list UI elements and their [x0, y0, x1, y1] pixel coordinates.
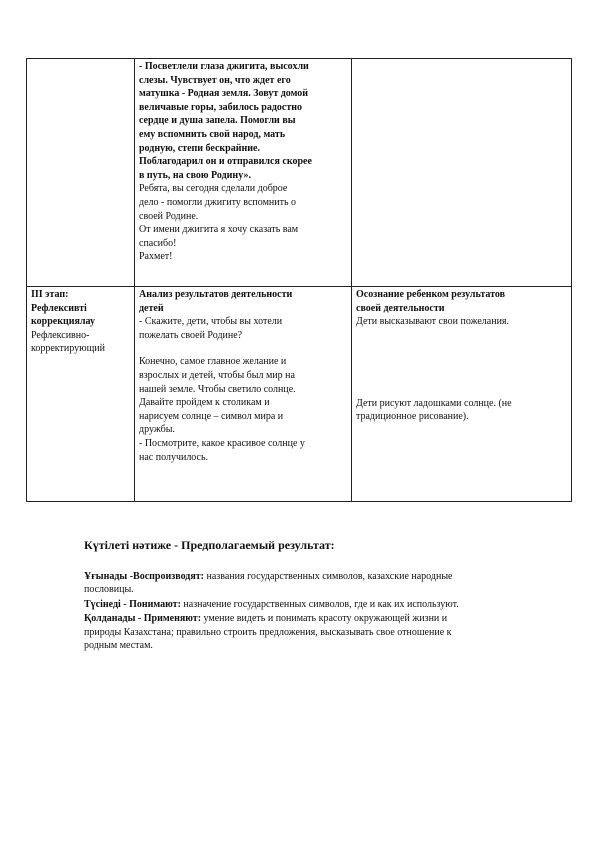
cell-line: детей [139, 302, 164, 314]
result-line [84, 598, 534, 611]
cell-line: Ребята, вы сегодня сделали доброе [139, 183, 288, 195]
cell-line: дело - помогли джигиту вспомнить о [139, 196, 297, 208]
cell-line: слезы. Чувствует он, что ждет его [139, 74, 291, 86]
stage-cell [27, 287, 135, 502]
cell-line: Рефлексивно- [31, 329, 90, 341]
result-term: Түсінеді - Понимают: [84, 598, 181, 610]
cell-line: корректирующий [31, 343, 105, 355]
cell-line: своей Родине. [139, 210, 199, 222]
cell-line: - Посмотрите, какое красивое солнце у [139, 437, 305, 449]
expected-result-item [84, 570, 534, 597]
result-text: умение видеть и понимать красоту окружающей жизни и [201, 613, 448, 625]
cell-line: сердце и душа запела. Помогли вы [139, 115, 296, 127]
table-row [27, 59, 572, 287]
result-text: пословицы. [84, 584, 134, 596]
cell-line: матушка - Родная земля. Зовут домой [139, 88, 309, 100]
cell-line: величавые горы, забилось радостно [139, 101, 303, 113]
cell-line: спасибо! [139, 237, 177, 249]
cell-line: Дети высказывают свои пожелания. [356, 316, 510, 328]
result-line [84, 583, 534, 596]
cell-line: - Скажите, дети, чтобы вы хотели [139, 316, 283, 328]
teacher-activity-cell [135, 287, 352, 502]
cell-line: От имени джигита я хочу сказать вам [139, 224, 299, 236]
result-text: назначение государственных символов, где и как их используют. [180, 598, 459, 610]
cell-line: взрослых и детей, чтобы был мир на [139, 369, 295, 381]
cell-line: нашей земле. Чтобы светило солнце. [139, 383, 296, 395]
expected-result-item [84, 612, 534, 652]
teacher-activity-cell [135, 59, 352, 287]
cell-line: Конечно, самое главное желание и [139, 356, 287, 368]
cell-line: Рефлексивті [31, 302, 87, 314]
cell-line: Анализ результатов деятельности [139, 289, 293, 300]
child-activity-cell [352, 287, 572, 502]
result-line [84, 639, 534, 652]
cell-line: своей деятельности [356, 302, 445, 314]
cell-line: в путь, на свою Родину». [139, 169, 251, 181]
cell-line: ему вспомнить свой народ, мать [139, 128, 286, 140]
child-activity-cell [352, 59, 572, 287]
cell-line: III этап: [31, 289, 69, 300]
expected-result-item [84, 598, 534, 611]
cell-line: коррекциялау [31, 316, 95, 328]
result-line [84, 612, 534, 625]
cell-line: родную, степи бескрайние. [139, 142, 260, 154]
result-text: природы Казахстана; правильно строить предложения, высказывать свое отношение к [84, 626, 452, 638]
cell-line: Осознание ребенком результатов [356, 289, 506, 300]
cell-line: традиционное рисование). [356, 411, 469, 423]
stage-cell [27, 59, 135, 287]
expected-result-list [84, 570, 534, 653]
result-text: названия государственных символов, казахские народные [204, 571, 453, 582]
table-row [27, 287, 572, 502]
cell-line: пожелать своей Родине? [139, 329, 243, 341]
cell-line: дружбы. [139, 424, 175, 436]
cell-line: нарисуем солнце – символ мира и [139, 410, 284, 422]
cell-line: - Посветлели глаза джигита, высохли [139, 61, 309, 72]
result-line [84, 626, 534, 639]
expected-result-heading: Күтілеті нәтиже - Предполагаемый результат: [84, 538, 335, 552]
cell-line: нас получилось. [139, 451, 209, 463]
result-term: Ұғынады -Воспроизводят: [84, 571, 204, 582]
result-line [84, 570, 534, 583]
result-term: Қолданады - Применяют: [84, 613, 202, 625]
cell-line: Дети рисуют ладошками солнце. (не [356, 397, 512, 409]
cell-line: Рахмет! [139, 251, 173, 263]
cell-line: Поблагодарил он и отправился скорее [139, 156, 312, 168]
cell-line: Давайте пройдем к столикам и [139, 397, 270, 409]
result-text: родным местам. [84, 640, 153, 652]
lesson-plan-table [26, 58, 572, 502]
